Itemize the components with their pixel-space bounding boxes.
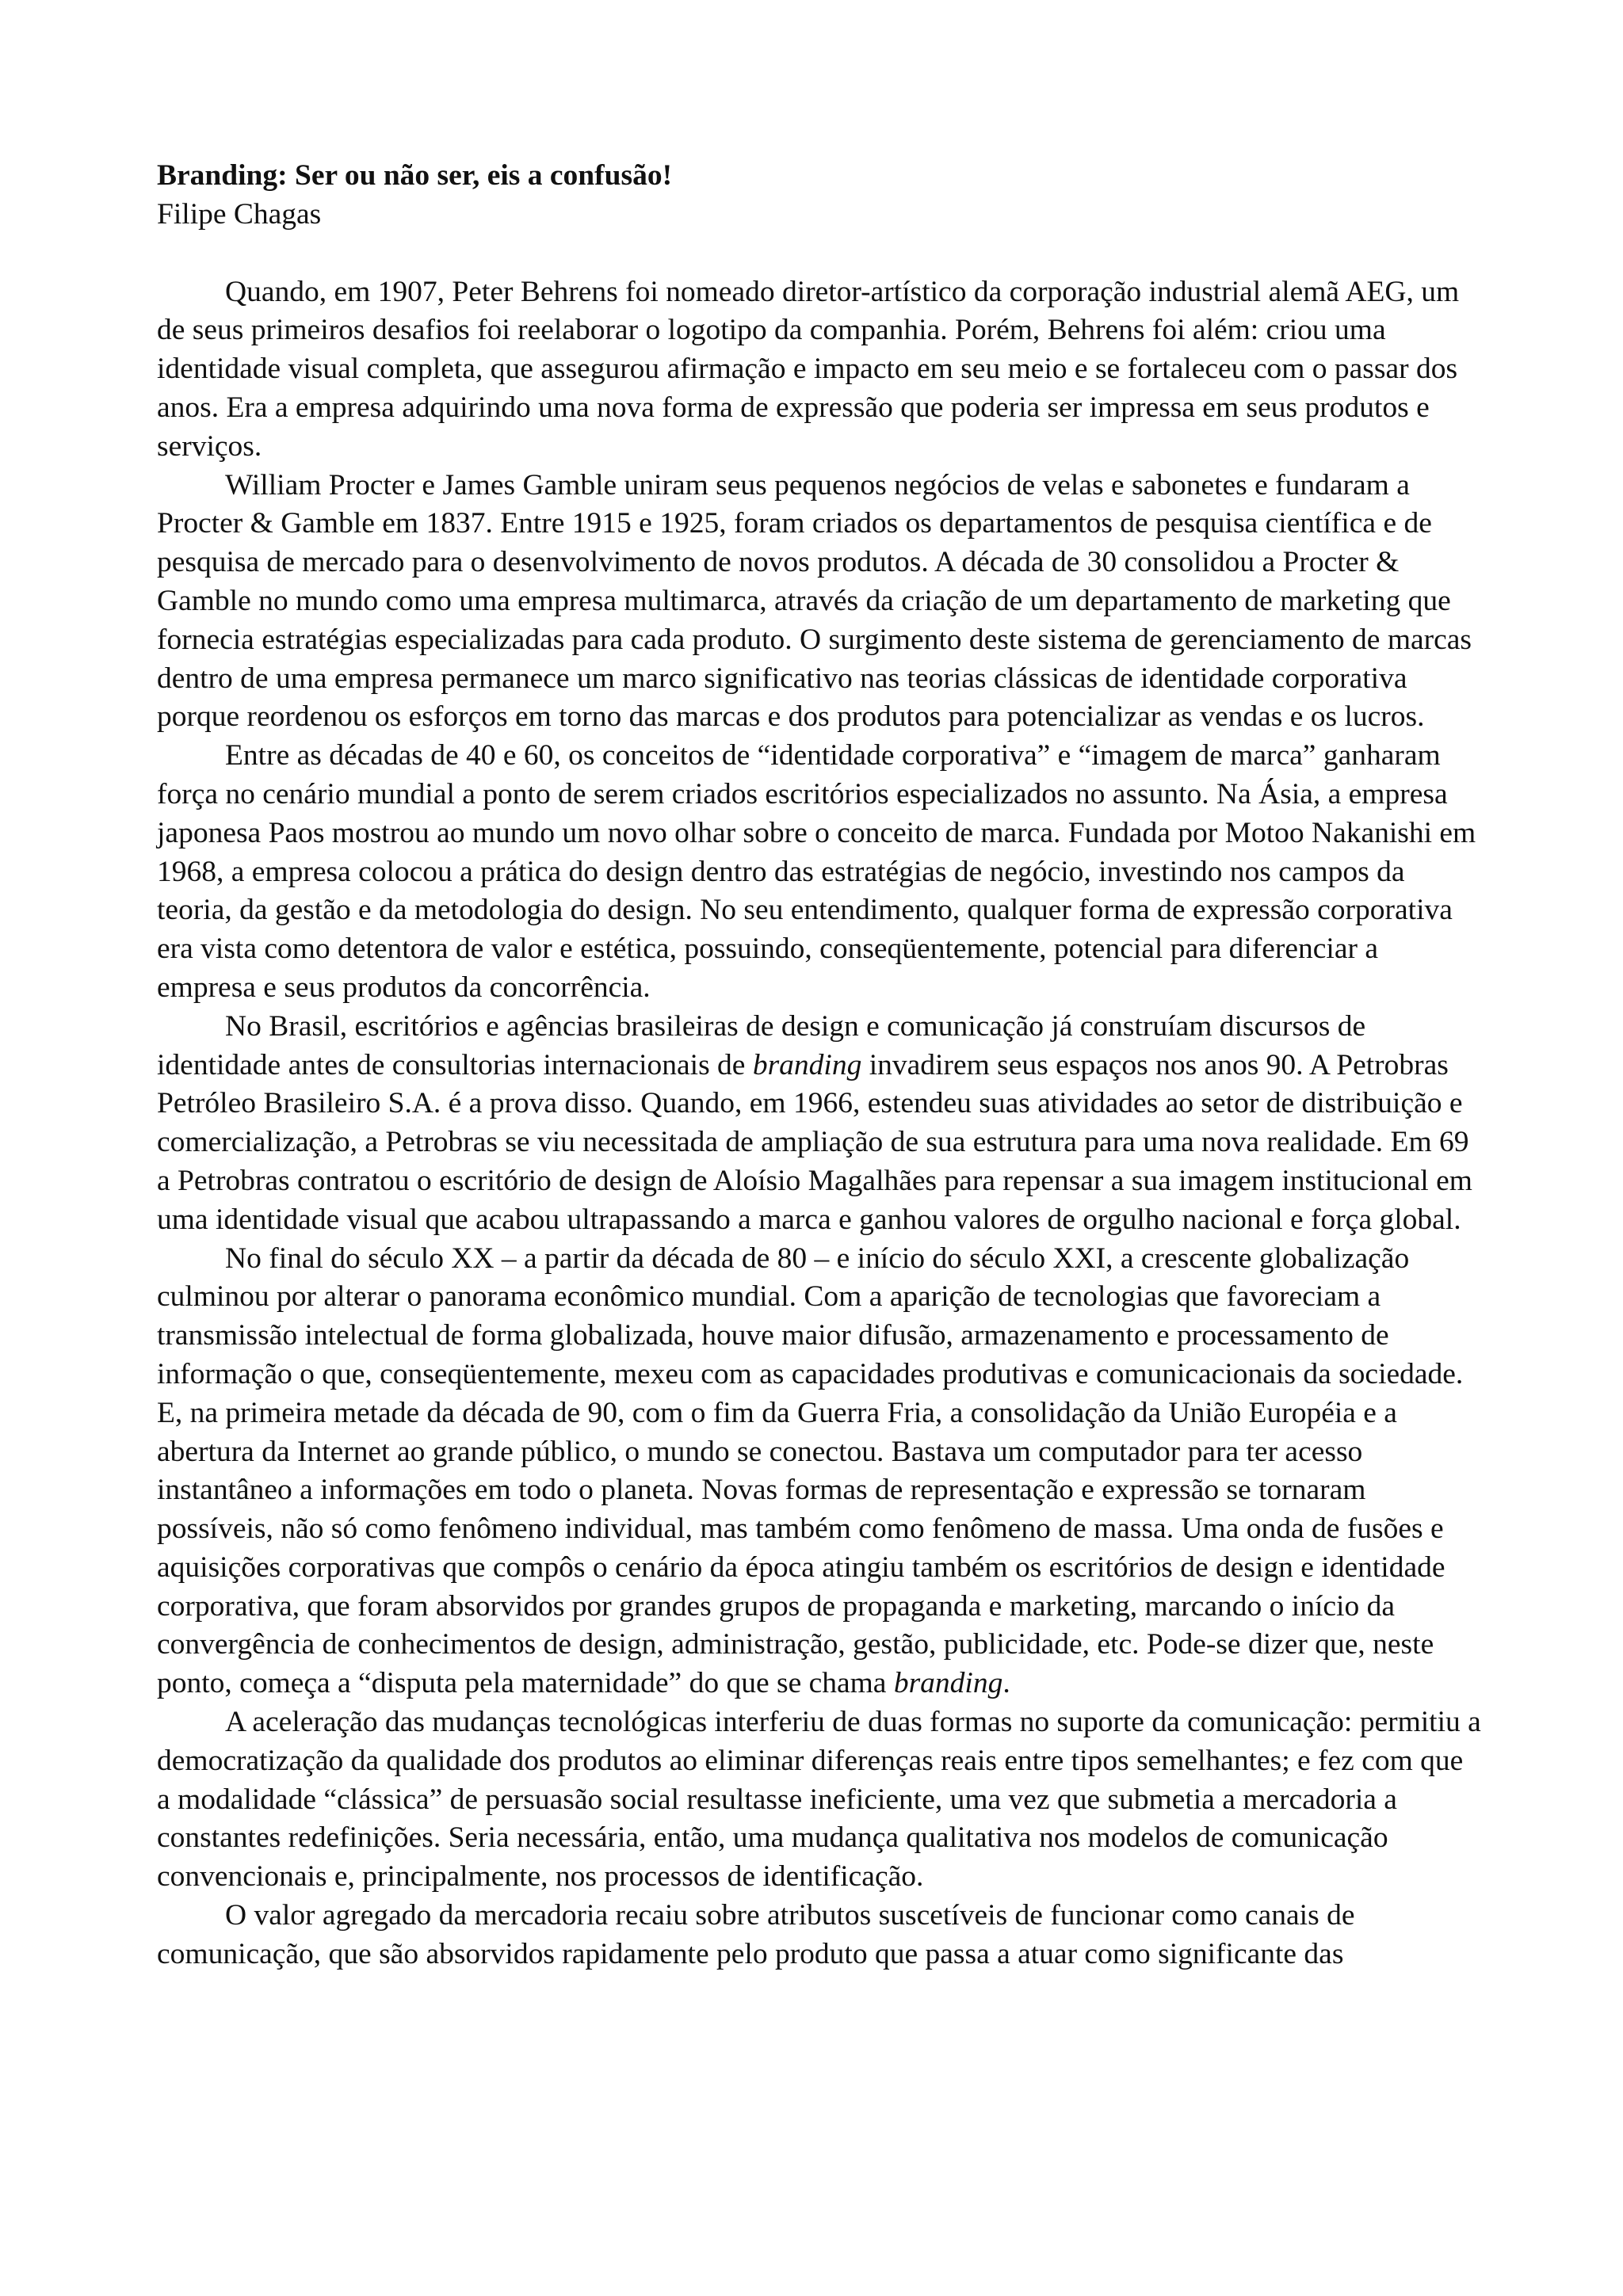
author-name: Filipe Chagas	[157, 197, 322, 231]
italic-term: branding	[893, 1667, 1003, 1700]
paragraph	[157, 1008, 1482, 1240]
paragraph	[157, 1897, 1482, 1974]
document-page	[157, 157, 1482, 1974]
paragraph-text: invadirem seus espaços nos anos 90. A Petrobras Petróleo Brasileiro S.A. é a prova disso. Quando, em 1966, estendeu suas atividades ao setor de distribuição e comercialização, a Petrobras se viu necessitada de ampliação de sua estrutura para uma nova realidade. Em 69 a Petrobras contratou o escritório de design de Aloísio Magalhães para repensar a sua imagem institucional em uma identidade visual que acabou ultrapassando a marca e ganhou valores de orgulho nacional e força global.	[157, 1048, 1472, 1236]
paragraph	[157, 1703, 1482, 1897]
body-text	[157, 273, 1482, 1974]
paragraph-text: William Procter e James Gamble uniram seus pequenos negócios de velas e sabonetes e fundaram a Procter & Gamble em 1837. Entre 1915 e 1925, foram criados os departamentos de pesquisa científica e de pesquisa de mercado para o desenvolvimento de novos produtos. A década de 30 consolidou a Procter & Gamble no mundo como uma empresa multimarca, através da criação de um departamento de marketing que fornecia estratégias especializadas para cada produto. O surgimento deste sistema de gerenciamento de marcas dentro de uma empresa permanece um marco significativo nas teorias clássicas de identidade corporativa porque reordenou os esforços em torno das marcas e dos produtos para potencializar as vendas e os lucros.	[157, 468, 1472, 734]
paragraph	[157, 1240, 1482, 1704]
paragraph-text: .	[1002, 1667, 1010, 1700]
paragraph-text: A aceleração das mudanças tecnológicas interferiu de duas formas no suporte da comunicação: permitiu a democratização da qualidade dos produtos ao eliminar diferenças reais entre tipos semelhantes; e fez com que a modalidade “clássica” de persuasão social resultasse ineficiente, uma vez que submetia a mercadoria a constantes redefinições. Seria necessária, então, uma mudança qualitativa nos modelos de comunicação convencionais e, principalmente, nos processos de identificação.	[157, 1706, 1481, 1894]
document-title: Branding: Ser ou não ser, eis a confusão!	[157, 159, 673, 192]
italic-term: branding	[752, 1048, 862, 1081]
paragraph	[157, 273, 1482, 467]
paragraph	[157, 467, 1482, 738]
paragraph-text: O valor agregado da mercadoria recaiu sobre atributos suscetíveis de funcionar como canais de comunicação, que são absorvidos rapidamente pelo produto que passa a atuar como significante das	[157, 1899, 1355, 1970]
paragraph-text: No Brasil, escritórios e agências brasileiras de design e comunicação já construíam discursos de identidade antes de consultorias internacionais de	[157, 1009, 1366, 1081]
paragraph-text: Quando, em 1907, Peter Behrens foi nomeado diretor-artístico da corporação industrial alemã AEG, um de seus primeiros desafios foi reelaborar o logotipo da companhia. Porém, Behrens foi além: criou uma identidade visual completa, que assegurou afirmação e impacto em seu meio e se fortaleceu com o passar dos anos. Era a empresa adquirindo uma nova forma de expressão que poderia ser impressa em seus produtos e serviços.	[157, 275, 1460, 463]
paragraph-text: No final do século XX – a partir da década de 80 – e início do século XXI, a crescente globalização culminou por alterar o panorama econômico mundial. Com a aparição de tecnologias que favoreciam a transmissão intelectual de forma globalizada, houve maior difusão, armazenamento e processamento de informação o que, conseqüentemente, mexeu com as capacidades produtivas e comunicacionais da sociedade. E, na primeira metade da década de 90, com o fim da Guerra Fria, a consolidação da União Européia e a abertura da Internet ao grande público, o mundo se conectou. Bastava um computador para ter acesso instantâneo a informações em todo o planeta. Novas formas de representação e expressão se tornaram possíveis, não só como fenômeno individual, mas também como fenômeno de massa. Uma onda de fusões e aquisições corporativas que compôs o cenário da época atingiu também os escritórios de design e identidade corporativa, que foram absorvidos por grandes grupos de propaganda e marketing, marcando o início da convergência de conhecimentos de design, administração, gestão, publicidade, etc. Pode-se dizer que, neste ponto, começa a “disputa pela maternidade” do que se chama	[157, 1241, 1464, 1700]
paragraph-text: Entre as décadas de 40 e 60, os conceitos de “identidade corporativa” e “imagem de marca” ganharam força no cenário mundial a ponto de serem criados escritórios especializados no assunto. Na Ásia, a empresa japonesa Paos mostrou ao mundo um novo olhar sobre o conceito de marca. Fundada por Motoo Nakanishi em 1968, a empresa colocou a prática do design dentro das estratégias de negócio, investindo nos campos da teoria, da gestão e da metodologia do design. No seu entendimento, qualquer forma de expressão corporativa era vista como detentora de valor e estética, possuindo, conseqüentemente, potencial para diferenciar a empresa e seus produtos da concorrência.	[157, 739, 1476, 1004]
paragraph	[157, 737, 1482, 1008]
